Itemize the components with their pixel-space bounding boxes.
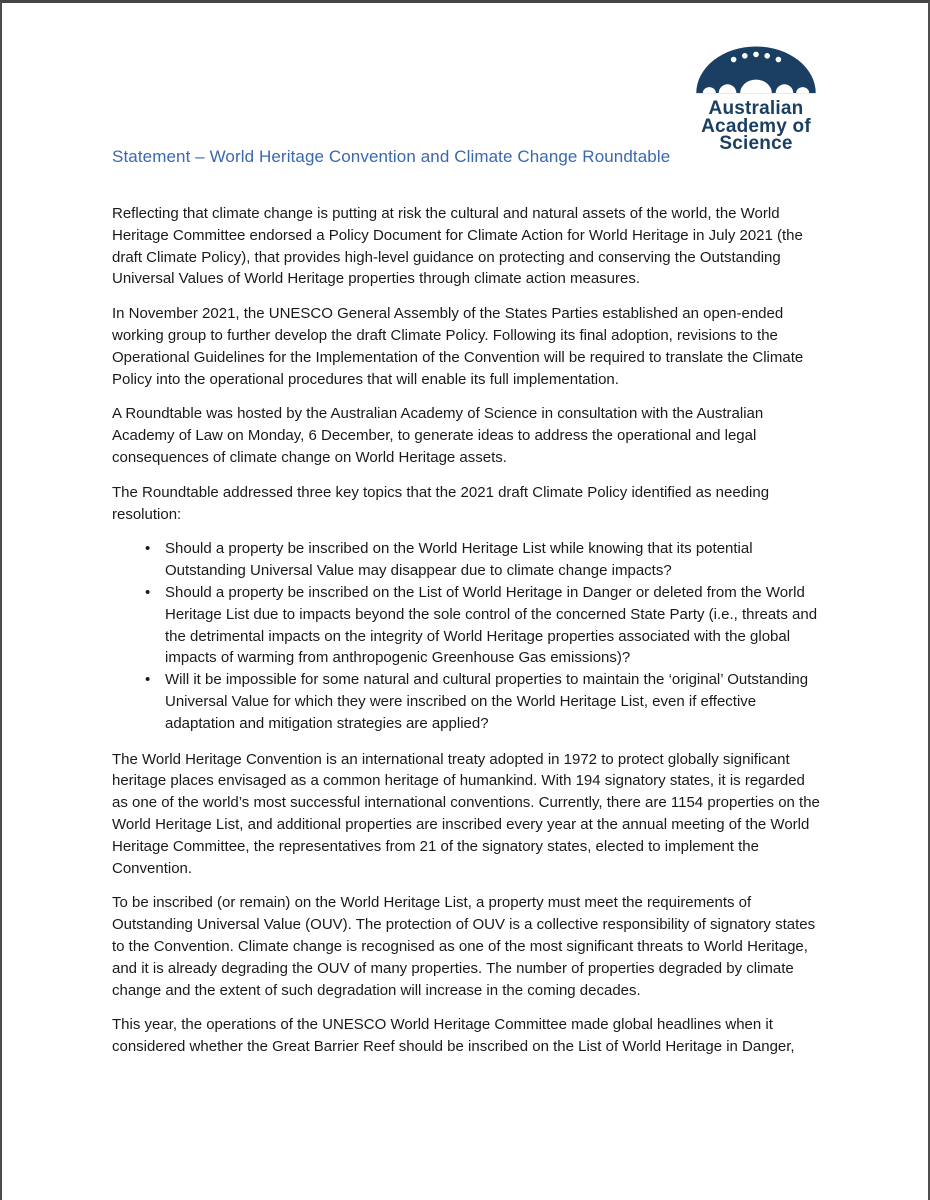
- paragraph-3: A Roundtable was hosted by the Australian Academy of Science in consultation with the Australian Academy of Law on Monday, 6 December, to generate ideas to address the operational and legal consequences of climate change on World Heritage assets.: [112, 405, 764, 466]
- logo-line-2: Academy of: [701, 115, 811, 137]
- academy-logo: [692, 39, 820, 153]
- academy-logo-text: [692, 100, 820, 153]
- logo-line-3: Science: [719, 133, 793, 154]
- paragraph-7: This year, the operations of the UNESCO World Heritage Committee made global headlines when it considered whether the Great Barrier Reef should be inscribed on the List of World Heritage in Danger,: [112, 1016, 795, 1056]
- key-topics-list: [112, 538, 820, 734]
- document-title: Statement – World Heritage Convention and Climate Change Roundtable: [112, 147, 671, 166]
- paragraph-5: The World Heritage Convention is an international treaty adopted in 1972 to protect globally significant heritage places envisaged as a common heritage of humankind. With 194 signatory states, it is regarded as one of the world’s most successful international conventions. Currently, there are 1154 properties on the World Heritage List, and additional properties are inscribed every year at the annual meeting of the World Heritage Committee, the representatives from 21 of the signatory states, elected to implement the Convention.: [112, 750, 820, 877]
- paragraph-2: In November 2021, the UNESCO General Assembly of the States Parties established an open-ended working group to further develop the draft Climate Policy. Following its final adoption, revisions to the Operational Guidelines for the Implementation of the Convention will be required to translate the Climate Policy into the operational procedures that will enable its full implementation.: [112, 305, 804, 388]
- document-content: [2, 3, 928, 1058]
- paragraph-6: To be inscribed (or remain) on the World Heritage List, a property must meet the requirements of Outstanding Universal Value (OUV). The protection of OUV is a collective responsibility of signatory states to the Convention. Climate change is recognised as one of the most significant threats to World Heritage, and it is already degrading the OUV of many properties. The number of properties degraded by climate change and the extent of such degradation will increase in the coming decades.: [112, 894, 816, 999]
- shine-dome-icon: [695, 39, 817, 95]
- bullet-item-1: • Should a property be inscribed on the World Heritage List while knowing that its potential Outstanding Universal Value may disappear due to climate change impacts?: [145, 538, 820, 582]
- logo-line-1: Australian: [708, 98, 804, 119]
- paragraph-4: The Roundtable addressed three key topics that the 2021 draft Climate Policy identified as needing resolution:: [112, 483, 770, 523]
- bullet-item-2: • Should a property be inscribed on the List of World Heritage in Danger or deleted from the World Heritage List due to impacts beyond the sole control of the concerned State Party (i.e., threats and the detrimental impacts on the integrity of World Heritage properties associated with the global impacts of warming from anthropogenic Greenhouse Gas emissions)?: [145, 582, 820, 669]
- paragraph-1: Reflecting that climate change is putting at risk the cultural and natural assets of the world, the World Heritage Committee endorsed a Policy Document for Climate Action for World Heritage in July 2021 (the draft Climate Policy), that provides high-level guidance on protecting and conserving the Outstanding Universal Values of World Heritage properties through climate action measures.: [112, 205, 803, 288]
- bullet-item-3: • Will it be impossible for some natural and cultural properties to maintain the ‘original’ Outstanding Universal Value for which they were inscribed on the World Heritage List, even if effective adaptation and mitigation strategies are applied?: [145, 669, 820, 734]
